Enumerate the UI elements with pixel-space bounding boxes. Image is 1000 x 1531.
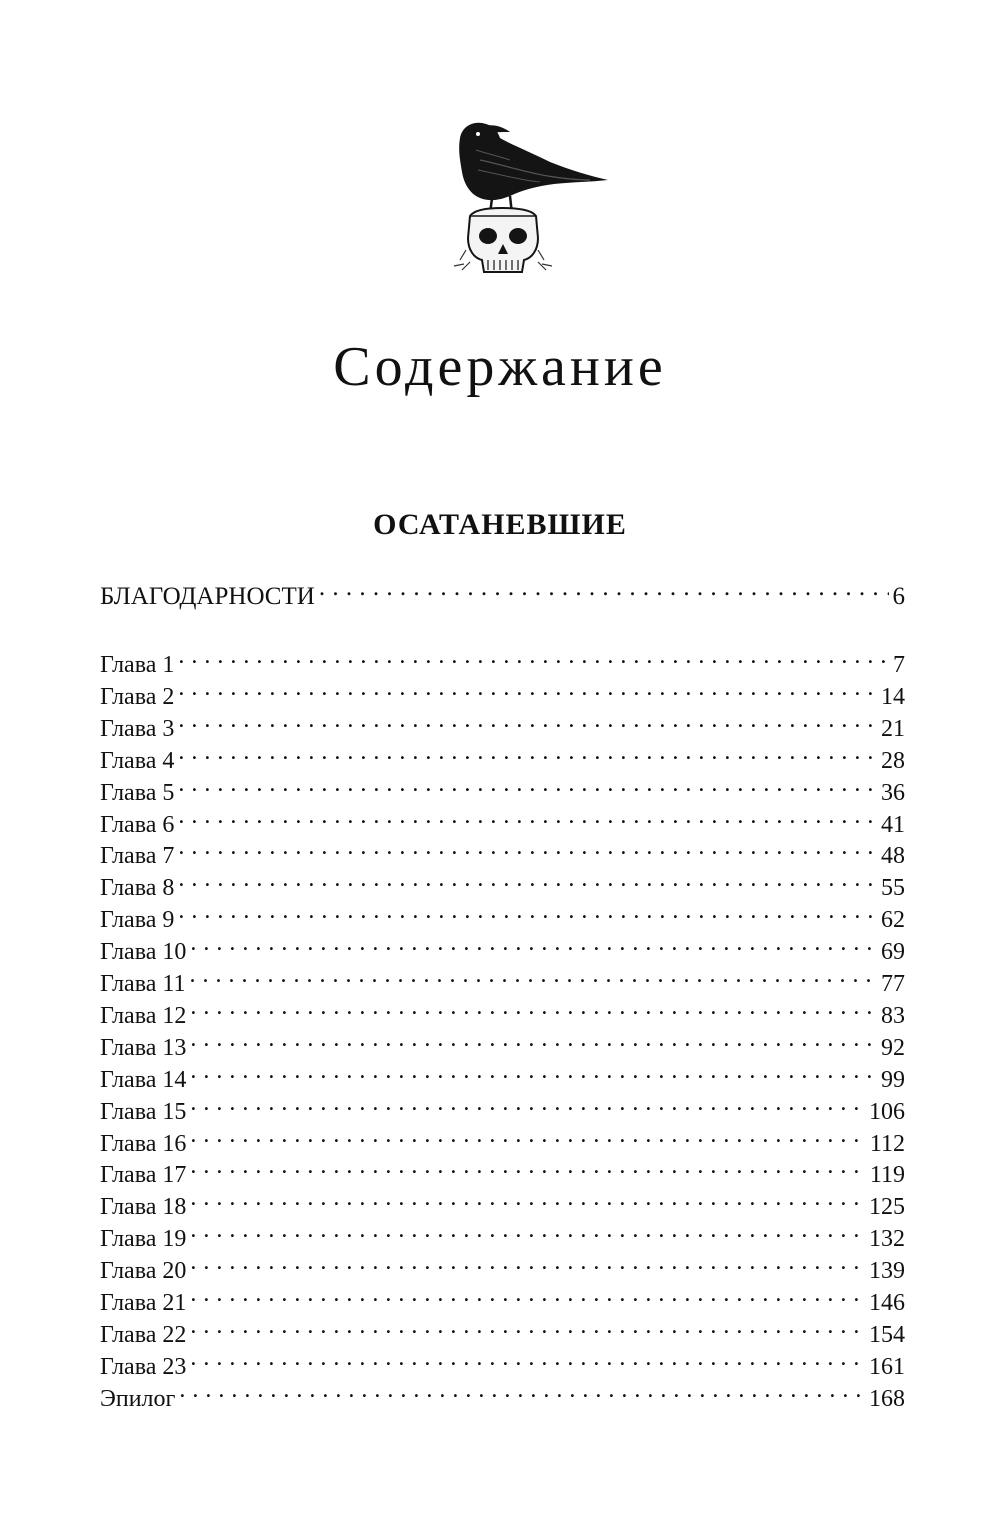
toc-label: Глава 2 <box>100 683 175 710</box>
toc-label: Глава 21 <box>100 1290 187 1316</box>
toc-page-number: 36 <box>881 779 905 806</box>
toc-page-number: 21 <box>881 715 905 742</box>
toc-label: Эпилог <box>100 1385 176 1412</box>
dot-leader <box>190 1182 865 1214</box>
toc-entry[interactable] <box>100 863 905 902</box>
toc-label: Глава 10 <box>100 939 187 966</box>
toc-entry[interactable] <box>100 1342 905 1380</box>
dot-leader <box>190 1246 865 1278</box>
toc-page-number: 28 <box>881 747 905 774</box>
toc-page-number: 14 <box>881 683 905 710</box>
toc-entry[interactable] <box>100 1023 905 1061</box>
toc-label: БЛАГОДАРНОСТИ <box>100 583 315 610</box>
toc-label: Глава 1 <box>100 652 175 678</box>
toc-label: Глава 16 <box>100 1130 187 1157</box>
toc-entry[interactable] <box>100 991 905 1029</box>
dot-leader <box>178 704 877 736</box>
toc-page-number: 92 <box>881 1034 905 1061</box>
toc-entry[interactable] <box>100 1374 905 1412</box>
toc-entry[interactable] <box>100 1182 905 1221</box>
toc-page-number: 41 <box>881 811 905 838</box>
toc-label: Глава 17 <box>100 1162 187 1189</box>
toc-label: Глава 5 <box>100 779 175 806</box>
toc-page-number: 106 <box>869 1098 905 1125</box>
toc-page-number: 154 <box>869 1321 905 1348</box>
dot-leader <box>178 736 877 768</box>
toc-entry[interactable] <box>100 1246 905 1285</box>
toc-entry[interactable] <box>100 1150 905 1189</box>
toc-entry[interactable] <box>100 831 905 870</box>
toc-entry[interactable] <box>100 704 905 742</box>
toc-entry[interactable] <box>100 1055 905 1093</box>
dot-leader <box>190 1055 877 1087</box>
dot-leader <box>178 895 877 927</box>
toc-page-number: 161 <box>869 1353 905 1380</box>
raven-on-skull-icon <box>440 110 615 285</box>
toc-label: Глава 9 <box>100 907 175 934</box>
toc-label: Глава 7 <box>100 843 175 870</box>
toc-label: Глава 15 <box>100 1098 187 1125</box>
toc-entry[interactable] <box>100 1119 905 1157</box>
toc-entry[interactable] <box>100 959 905 997</box>
toc-label: Глава 11 <box>100 971 186 997</box>
toc-label: Глава 13 <box>100 1034 187 1061</box>
toc-entry[interactable] <box>100 672 905 710</box>
toc-entry[interactable] <box>100 800 905 838</box>
toc-label: Глава 20 <box>100 1258 187 1285</box>
toc-page-number: 125 <box>869 1194 905 1221</box>
dot-leader <box>179 1374 865 1406</box>
dot-leader <box>178 800 877 832</box>
toc-entry[interactable] <box>100 1310 905 1348</box>
dot-leader <box>190 1087 865 1119</box>
dot-leader <box>178 831 877 863</box>
toc-page-number: 69 <box>881 939 905 966</box>
toc-page-number: 119 <box>869 1162 905 1189</box>
toc-label: Глава 14 <box>100 1066 187 1093</box>
toc-label: Глава 3 <box>100 715 175 742</box>
toc-entry[interactable] <box>100 1278 905 1316</box>
toc-page-number: 168 <box>869 1385 905 1412</box>
toc-label: Глава 6 <box>100 811 175 838</box>
toc-page-number: 132 <box>869 1226 905 1253</box>
toc-label: Глава 4 <box>100 747 175 774</box>
toc-page-number: 139 <box>869 1258 905 1285</box>
dot-leader <box>189 959 877 991</box>
toc-label: Глава 23 <box>100 1353 187 1380</box>
dot-leader <box>178 672 877 704</box>
toc-page-number: 99 <box>881 1066 905 1093</box>
dot-leader <box>190 1214 865 1246</box>
dot-leader <box>190 1310 865 1342</box>
toc-page-number: 146 <box>869 1290 905 1316</box>
toc-label: Глава 18 <box>100 1194 187 1221</box>
toc-label: Глава 22 <box>100 1321 187 1348</box>
dot-leader <box>190 1150 866 1182</box>
dot-leader <box>178 768 877 800</box>
toc-entry[interactable] <box>100 640 905 678</box>
toc-acknowledgements[interactable] <box>100 572 905 610</box>
dot-leader <box>178 640 889 672</box>
toc-entry[interactable] <box>100 1087 905 1125</box>
toc-page-number: 7 <box>893 652 905 678</box>
toc-page-number: 83 <box>881 1002 905 1029</box>
toc-page-number: 55 <box>881 875 905 902</box>
toc-page-number: 48 <box>881 843 905 870</box>
toc-entry[interactable] <box>100 736 905 774</box>
dot-leader <box>190 927 877 959</box>
toc-page-number: 77 <box>881 971 905 997</box>
toc-page-number: 62 <box>881 907 905 934</box>
book-title: ОСАТАНЕВШИЕ <box>373 508 627 541</box>
dot-leader <box>190 991 877 1023</box>
toc-entry[interactable] <box>100 895 905 934</box>
dot-leader <box>190 1278 865 1310</box>
dot-leader <box>319 572 889 604</box>
toc-label: Глава 12 <box>100 1002 187 1029</box>
toc-page-number: 6 <box>892 583 905 610</box>
dot-leader <box>190 1119 866 1151</box>
toc-entry[interactable] <box>100 1214 905 1253</box>
dot-leader <box>178 863 877 895</box>
toc-page-number: 112 <box>869 1130 905 1157</box>
toc-entry[interactable] <box>100 768 905 806</box>
dot-leader <box>190 1023 877 1055</box>
toc-entry[interactable] <box>100 927 905 966</box>
toc-label: Глава 8 <box>100 875 175 902</box>
toc-label: Глава 19 <box>100 1226 187 1253</box>
page-title: Содержание <box>333 336 667 398</box>
dot-leader <box>190 1342 865 1374</box>
